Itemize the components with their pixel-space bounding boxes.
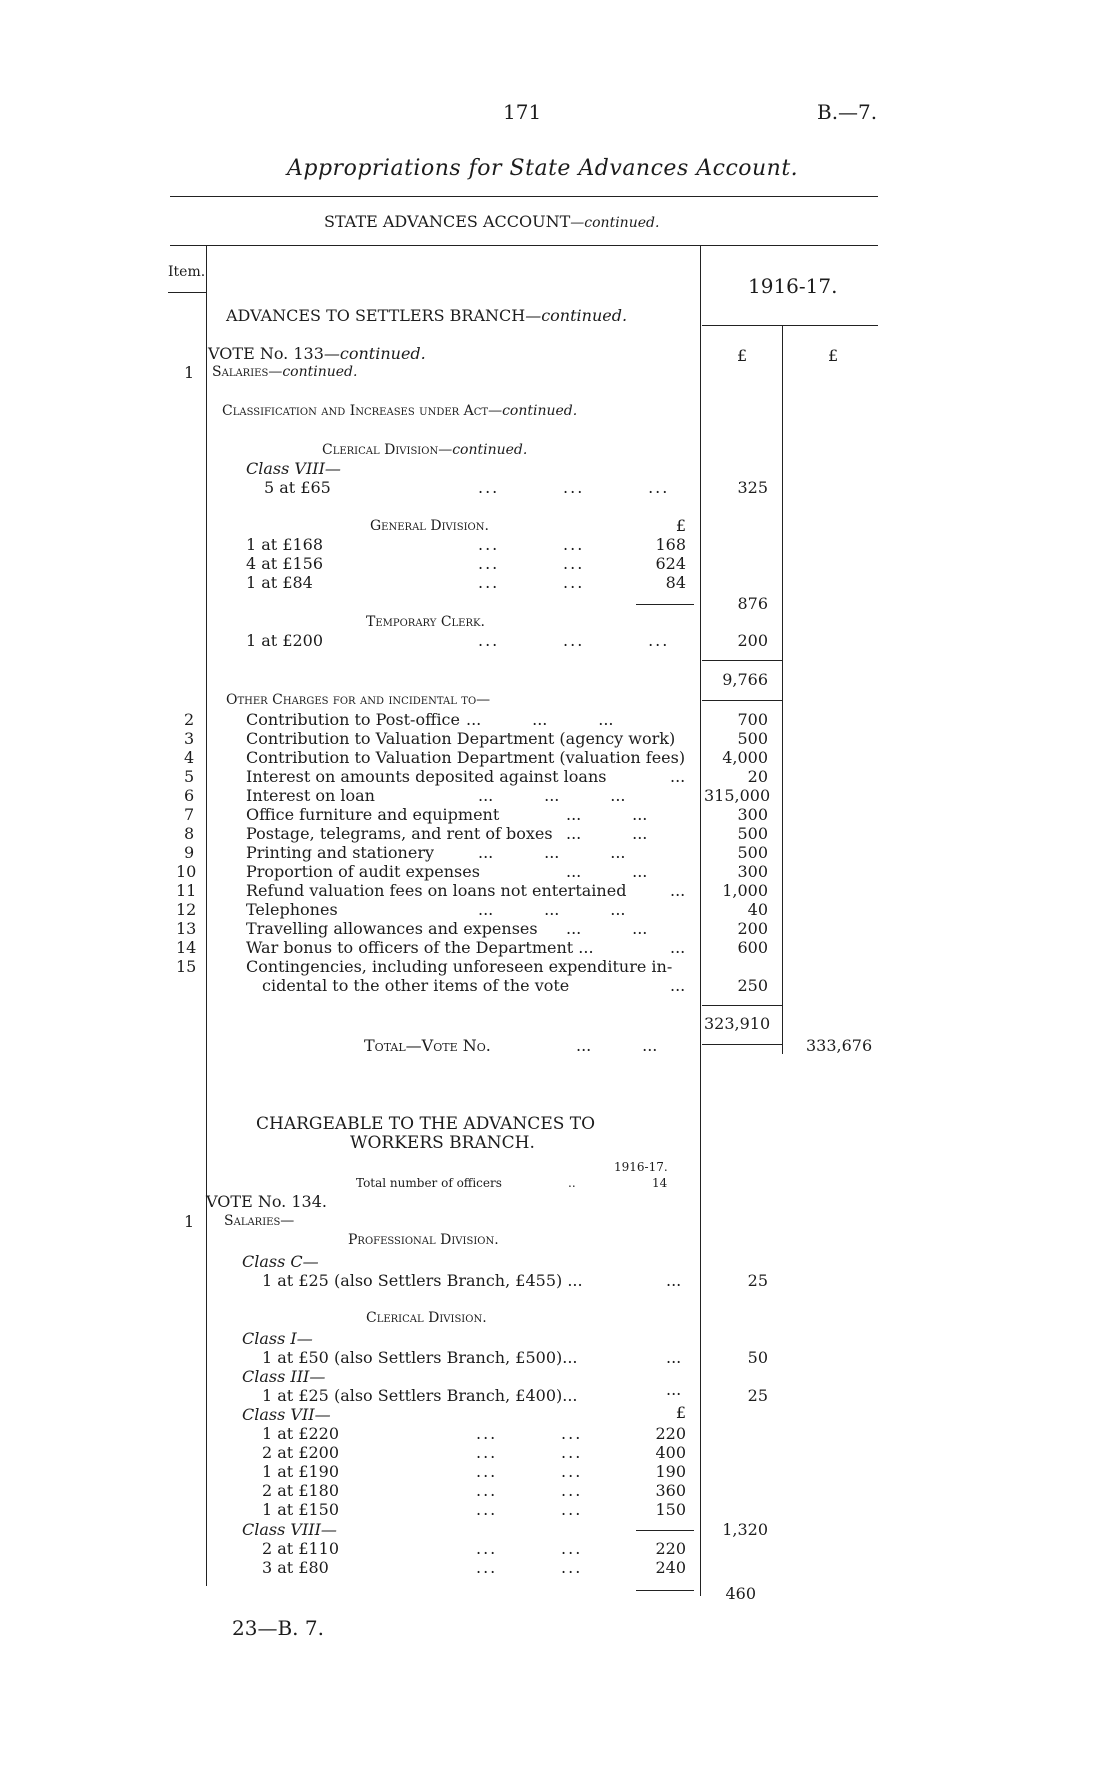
charge-label: War bonus to officers of the Department ...	[246, 938, 594, 957]
workers-class-viii-heading: Class VIII—	[242, 1520, 337, 1539]
charge-item-number: 14	[176, 938, 197, 957]
contingencies-amount: 250	[737, 976, 768, 995]
salaries-total-rule	[702, 660, 782, 661]
workers-vote-heading: VOTE No. 134.	[206, 1192, 327, 1211]
temporary-clerk-total: 200	[737, 631, 768, 650]
charge-amount: 700	[737, 710, 768, 729]
text-column-divider	[700, 246, 701, 1596]
charge-label: Postage, telegrams, and rent of boxes	[246, 824, 553, 843]
workers-clerical-heading: Clerical Division.	[366, 1310, 487, 1326]
general-row-dots: ... ...	[478, 573, 585, 592]
charge-amount: 20	[747, 767, 768, 786]
settlers-salaries-continued: —continued.	[268, 364, 358, 380]
general-row-amount: 168	[655, 535, 686, 554]
other-charges-heading: Other Charges for and incidental to—	[226, 692, 491, 708]
classification-continued: —continued.	[488, 403, 578, 419]
charge-item-number: 6	[184, 786, 195, 805]
class-vii-row-dots: ... ...	[476, 1424, 583, 1443]
salaries-total: 9,766	[722, 670, 768, 689]
charge-label: Interest on loan	[246, 786, 375, 805]
charge-amount: 4,000	[722, 748, 768, 767]
class-i-heading: Class I—	[242, 1329, 313, 1348]
sub-column-divider	[782, 326, 783, 1054]
contingencies-item-number: 15	[176, 957, 197, 976]
charge-amount: 500	[737, 843, 768, 862]
charge-dots: ... ...	[566, 824, 648, 843]
document-reference: B.—7.	[817, 100, 878, 124]
class-viii-dots: ... ... ...	[478, 478, 670, 497]
officers-label: Total number of officers	[356, 1176, 502, 1190]
class-vii-currency: £	[675, 1403, 686, 1422]
class-viii-row-dots: ... ...	[476, 1539, 583, 1558]
charge-amount: 300	[737, 805, 768, 824]
settlers-branch-heading	[226, 306, 627, 325]
vote-total-label	[364, 1036, 491, 1055]
salaries-total-rule-bottom	[702, 700, 782, 701]
charge-amount: 300	[737, 862, 768, 881]
professional-division-heading: Professional Division.	[348, 1232, 499, 1248]
general-row-label: 1 at £84	[246, 573, 313, 592]
charge-item-number: 12	[176, 900, 197, 919]
classification-text: Classification and Increases under Act	[222, 403, 489, 419]
charge-item-number: 9	[184, 843, 195, 862]
charge-label: Telephones	[246, 900, 338, 919]
class-viii-total: 325	[737, 478, 768, 497]
settlers-vote-continued: —continued.	[323, 344, 426, 363]
charge-dots: ... ...	[566, 805, 648, 824]
class-c-amount: 25	[747, 1271, 768, 1290]
charge-label: Contribution to Valuation Department (agency work)	[246, 729, 676, 748]
vote-total-dots: ... ...	[576, 1036, 658, 1055]
charge-label: Printing and stationery	[246, 843, 435, 862]
settlers-salaries-item: 1	[184, 363, 195, 382]
charge-dots: ...	[670, 881, 686, 900]
class-i-amount: 50	[747, 1348, 768, 1367]
charge-amount: 315,000	[704, 786, 771, 805]
charge-dots: ... ... ...	[478, 786, 626, 805]
class-vii-heading: Class VII—	[242, 1405, 331, 1424]
temporary-clerk-heading: Temporary Clerk.	[366, 614, 485, 630]
class-c-line: 1 at £25 (also Settlers Branch, £455) ...	[262, 1271, 583, 1290]
general-division-heading: General Division.	[370, 518, 489, 534]
clerical-division-heading	[322, 442, 527, 458]
settlers-branch-text: ADVANCES TO SETTLERS BRANCH	[226, 306, 526, 325]
charge-amount: 500	[737, 824, 768, 843]
subtotal-rule-bottom	[702, 1044, 782, 1045]
contingencies-dots: ...	[670, 976, 686, 995]
classification-heading	[222, 403, 577, 419]
subtitle-text: STATE ADVANCES ACCOUNT	[324, 212, 571, 231]
class-viii-row-dots: ... ...	[476, 1558, 583, 1577]
class-viii-row-label: 2 at £110	[262, 1539, 340, 1558]
charge-label: Contribution to Valuation Department (valuation fees)	[246, 748, 686, 767]
charge-amount: 40	[747, 900, 768, 919]
charge-item-number: 4	[184, 748, 195, 767]
temporary-clerk-line: 1 at £200	[246, 631, 324, 650]
class-viii-row-amount: 240	[655, 1558, 686, 1577]
officers-dots: ..	[568, 1176, 576, 1190]
general-currency: £	[675, 516, 686, 535]
class-viii-subtotal-rule	[636, 1590, 694, 1591]
class-vii-row-label: 2 at £180	[262, 1481, 340, 1500]
clerical-division-text: Clerical Division	[322, 442, 439, 458]
item-header-rule	[168, 292, 206, 293]
charge-item-number: 3	[184, 729, 195, 748]
title-rule	[170, 196, 878, 197]
page-number: 171	[503, 100, 542, 124]
charge-amount: 1,000	[722, 881, 768, 900]
class-vii-row-amount: 360	[655, 1481, 686, 1500]
charge-item-number: 13	[176, 919, 197, 938]
clerical-division-continued: —continued.	[438, 442, 528, 458]
class-vii-row-amount: 400	[655, 1443, 686, 1462]
general-subtotal-rule	[636, 604, 694, 605]
footer-signature: 23—B. 7.	[232, 1616, 324, 1640]
officers-year: 1916-17.	[614, 1160, 668, 1174]
class-vii-row-amount: 220	[655, 1424, 686, 1443]
class-vii-row-label: 1 at £190	[262, 1462, 340, 1481]
contingencies-line-2: cidental to the other items of the vote	[262, 976, 570, 995]
class-vii-row-amount: 150	[655, 1500, 686, 1519]
year-column-header: 1916-17.	[748, 274, 838, 298]
settlers-vote-text: VOTE No. 133	[208, 344, 324, 363]
class-vii-row-label: 2 at £200	[262, 1443, 340, 1462]
pound-heading-1: £	[737, 346, 748, 365]
charge-label: Interest on amounts deposited against loans	[246, 767, 607, 786]
charge-label: Proportion of audit expenses	[246, 862, 480, 881]
settlers-salaries-text: Salaries	[212, 364, 269, 380]
general-row-label: 4 at £156	[246, 554, 324, 573]
class-iii-dots: ...	[666, 1380, 682, 1399]
class-i-dots: ...	[666, 1348, 682, 1367]
charge-item-number: 2	[184, 710, 195, 729]
charge-dots: ...	[670, 767, 686, 786]
class-viii-line: 5 at £65	[264, 478, 331, 497]
account-subtitle	[324, 212, 659, 231]
general-row-dots: ... ...	[478, 535, 585, 554]
charge-amount: 500	[737, 729, 768, 748]
settlers-vote-heading	[208, 344, 426, 363]
class-vii-row-amount: 190	[655, 1462, 686, 1481]
class-c-dots: ...	[666, 1271, 682, 1290]
workers-heading-line-2: WORKERS BRANCH.	[350, 1133, 535, 1153]
charge-amount: 200	[737, 919, 768, 938]
settlers-branch-continued: —continued.	[525, 306, 628, 325]
general-row-amount: 624	[655, 554, 686, 573]
charge-item-number: 5	[184, 767, 195, 786]
charge-dots: ...	[670, 938, 686, 957]
workers-salaries-heading: Salaries—	[224, 1213, 295, 1229]
pound-heading-2: £	[828, 346, 839, 365]
charge-amount: 600	[737, 938, 768, 957]
item-column-header: Item.	[168, 264, 206, 280]
workers-heading-line-1: CHARGEABLE TO THE ADVANCES TO	[256, 1114, 596, 1134]
class-viii-heading: Class VIII—	[246, 459, 341, 478]
charge-label: Refund valuation fees on loans not entertained	[246, 881, 627, 900]
workers-salaries-item: 1	[184, 1212, 195, 1231]
vote-subtotal: 323,910	[704, 1014, 771, 1033]
charge-item-number: 11	[176, 881, 197, 900]
general-total: 876	[737, 594, 768, 613]
charge-label: Travelling allowances and expenses	[246, 919, 538, 938]
general-row-label: 1 at £168	[246, 535, 324, 554]
class-vii-total: 1,320	[722, 1520, 768, 1539]
settlers-salaries-heading	[212, 364, 357, 380]
general-row-amount: 84	[665, 573, 686, 592]
vote-total-amount: 333,676	[806, 1036, 873, 1055]
class-vii-row-dots: ... ...	[476, 1500, 583, 1519]
class-vii-row-dots: ... ...	[476, 1481, 583, 1500]
class-iii-amount: 25	[747, 1386, 768, 1405]
charge-label: Contribution to Post-office	[246, 710, 460, 729]
officers-count: 14	[652, 1176, 668, 1190]
class-c-heading: Class C—	[242, 1252, 319, 1271]
charge-dots: ... ... ...	[466, 710, 614, 729]
class-vii-row-dots: ... ...	[476, 1443, 583, 1462]
contingencies-line-1: Contingencies, including unforeseen expenditure in-	[246, 957, 673, 976]
table-top-rule	[170, 245, 878, 246]
vote-total-text: Total—Vote No.	[364, 1036, 491, 1055]
subtotal-rule-top	[702, 1005, 782, 1006]
subtitle-continued: —continued.	[570, 215, 660, 231]
charge-item-number: 7	[184, 805, 195, 824]
temporary-clerk-dots: ... ... ...	[478, 631, 670, 650]
general-row-dots: ... ...	[478, 554, 585, 573]
class-vii-row-dots: ... ...	[476, 1462, 583, 1481]
class-vii-row-label: 1 at £220	[262, 1424, 340, 1443]
class-viii-row-amount: 220	[655, 1539, 686, 1558]
charge-dots: ... ...	[566, 862, 648, 881]
class-viii-total-workers: 460	[725, 1584, 756, 1603]
charge-label: Office furniture and equipment	[246, 805, 500, 824]
class-iii-heading: Class III—	[242, 1367, 326, 1386]
charge-dots: ... ... ...	[478, 900, 626, 919]
charge-dots: ... ...	[566, 919, 648, 938]
charge-dots: ... ... ...	[478, 843, 626, 862]
class-vii-subtotal-rule	[636, 1530, 694, 1531]
charge-item-number: 10	[176, 862, 197, 881]
class-iii-line: 1 at £25 (also Settlers Branch, £400)...	[262, 1386, 578, 1405]
page-title: Appropriations for State Advances Account.	[287, 156, 799, 181]
item-column-divider	[206, 246, 207, 1586]
class-viii-row-label: 3 at £80	[262, 1558, 329, 1577]
charge-item-number: 8	[184, 824, 195, 843]
year-header-rule	[702, 325, 878, 326]
class-i-line: 1 at £50 (also Settlers Branch, £500)...	[262, 1348, 578, 1367]
class-vii-row-label: 1 at £150	[262, 1500, 340, 1519]
